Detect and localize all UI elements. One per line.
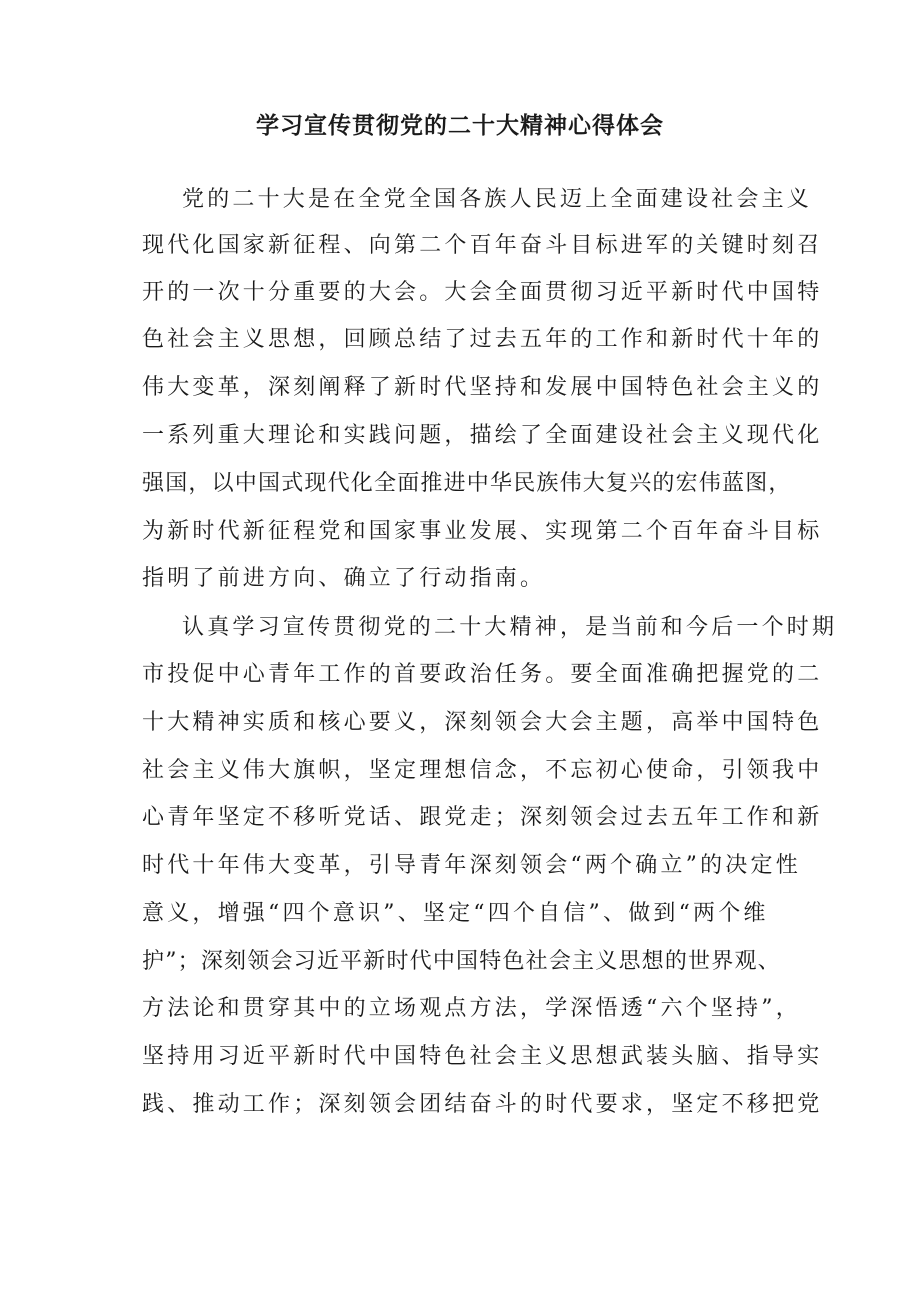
paragraph-2-line-8: 护”；深刻领会习近平新时代中国特色社会主义思想的世界观、	[142, 949, 781, 974]
paragraph-2-line-9: 方法论和贯穿其中的立场观点方法，学深悟透“六个坚持”，	[142, 996, 801, 1021]
paragraph-2-line-10: 坚持用习近平新时代中国特色社会主义思想武装头脑、指导实	[142, 1044, 823, 1069]
paragraph-1-line-7: 强国，以中国式现代化全面推进中华民族伟大复兴的宏伟蓝图，	[142, 471, 792, 496]
paragraph-2-line-5: 心青年坚定不移听党话、跟党走；深刻领会过去五年工作和新	[142, 805, 823, 830]
paragraph-1-line-2: 现代化国家新征程、向第二个百年奋斗目标进军的关键时刻召	[142, 233, 823, 258]
paragraph-1-line-6: 一系列重大理论和实践问题，描绘了全面建设社会主义现代化	[142, 423, 823, 448]
paragraph-2-line-2: 市投促中心青年工作的首要政治任务。要全面准确把握党的二	[142, 662, 823, 687]
document-title: 学习宣传贯彻党的二十大精神心得体会	[256, 113, 664, 139]
paragraph-2-line-6: 时代十年伟大变革，引导青年深刻领会“两个确立”的决定性	[142, 853, 801, 878]
paragraph-2-line-1: 认真学习宣传贯彻党的二十大精神，是当前和今后一个时期	[182, 615, 838, 640]
paragraph-2-line-7: 意义，增强“四个意识”、坚定“四个自信”、做到“两个维	[142, 901, 769, 926]
paragraph-2-line-4: 社会主义伟大旗帜，坚定理想信念，不忘初心使命，引领我中	[142, 758, 823, 783]
paragraph-1-line-9: 指明了前进方向、确立了行动指南。	[142, 566, 546, 591]
paragraph-2-line-3: 十大精神实质和核心要义，深刻领会大会主题，高举中国特色	[142, 710, 823, 735]
paragraph-1-line-4: 色社会主义思想，回顾总结了过去五年的工作和新时代十年的	[142, 327, 823, 352]
paragraph-1-line-3: 开的一次十分重要的大会。大会全面贯彻习近平新时代中国特	[142, 280, 823, 305]
paragraph-1-line-8: 为新时代新征程党和国家事业发展、实现第二个百年奋斗目标	[142, 519, 823, 544]
paragraph-2-line-11: 践、推动工作；深刻领会团结奋斗的时代要求，坚定不移把党	[142, 1092, 823, 1117]
paragraph-1-line-5: 伟大变革，深刻阐释了新时代坚持和发展中国特色社会主义的	[142, 375, 823, 400]
paragraph-1-line-1: 党的二十大是在全党全国各族人民迈上全面建设社会主义	[182, 187, 813, 212]
